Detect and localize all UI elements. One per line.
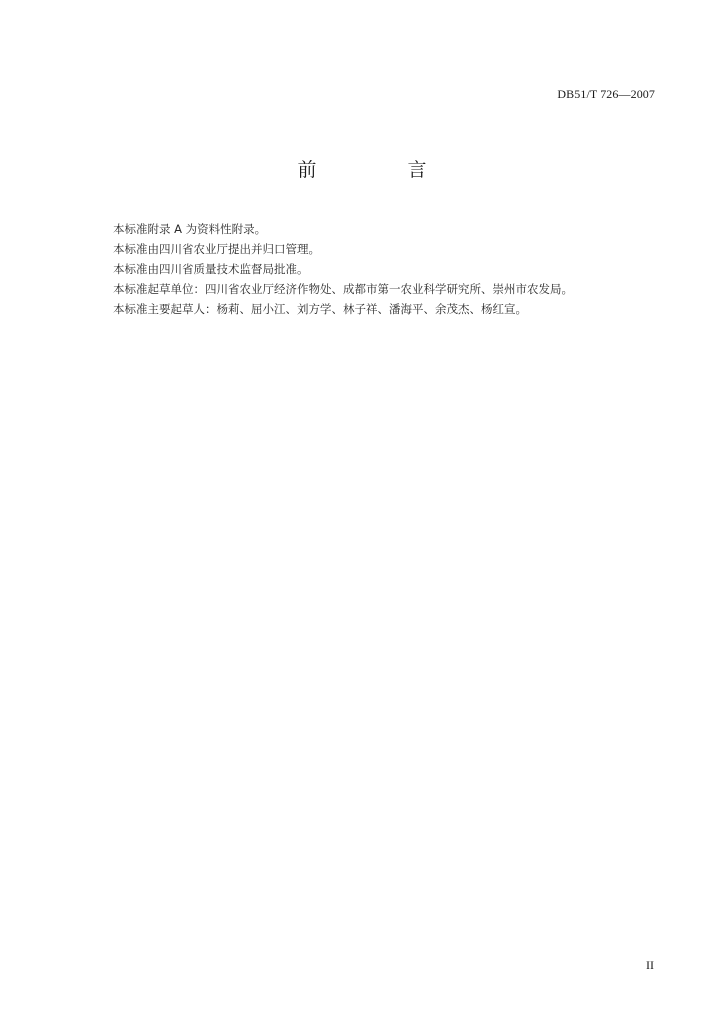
foreword-body: [113, 219, 673, 319]
paragraph-drafting-units: 本标准起草单位：四川省农业厅经济作物处、成都市第一农业科学研究所、崇州市农发局。: [113, 282, 573, 296]
page-title: 前 言: [297, 159, 463, 181]
paragraph-drafters: 本标准主要起草人：杨莉、屈小江、刘方学、林子祥、潘海平、余茂杰、杨红宣。: [113, 302, 527, 316]
paragraph-proposer: 本标准由四川省农业厅提出并归口管理。: [113, 242, 320, 256]
standard-code: DB51/T 726—2007: [557, 87, 655, 101]
page-number: II: [646, 958, 654, 972]
paragraph-appendix: 本标准附录 A 为资料性附录。: [113, 222, 267, 236]
paragraph-approver: 本标准由四川省质量技术监督局批准。: [113, 262, 309, 276]
